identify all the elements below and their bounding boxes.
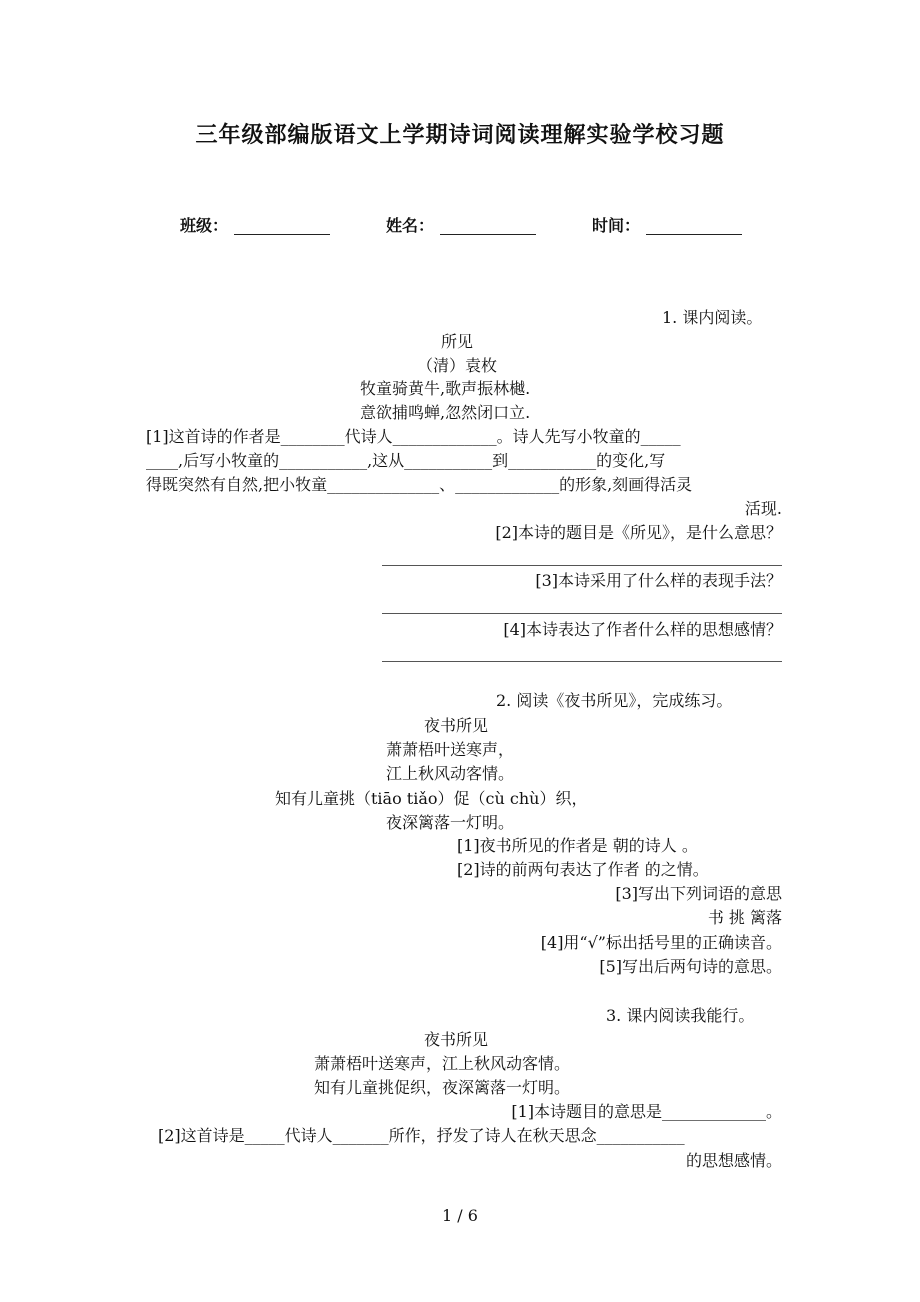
time-blank[interactable] — [646, 234, 742, 235]
q2-heading: 2. 阅读《夜书所见》，完成练习。 — [496, 691, 733, 710]
q1-sub3-question: [3]本诗采用了什么样的表现手法？ — [535, 571, 782, 590]
class-label: 班级： — [180, 216, 229, 235]
answer-line[interactable] — [382, 613, 782, 614]
q1-poem-title: 所见 — [441, 332, 474, 351]
class-blank[interactable] — [234, 234, 330, 235]
q1-poem-line: 意欲捕鸣蝉,忽然闭口立. — [360, 403, 531, 422]
q3-heading: 3. 课内阅读我能行。 — [606, 1006, 755, 1025]
q2-sub3-question: [3]写出下列词语的意思 — [615, 884, 782, 903]
name-label: 姓名： — [386, 216, 435, 235]
q1-sub1-text: 活现. — [744, 499, 782, 518]
page-title: 三年级部编版语文上学期诗词阅读理解实验学校习题 — [195, 122, 725, 148]
q2-poem-line: 江上秋风动客情。 — [386, 764, 515, 783]
q2-poem-title: 夜书所见 — [424, 716, 489, 735]
q3-poem-line: 萧萧梧叶送寒声，江上秋风动客情。 — [314, 1054, 571, 1073]
q3-poem-title: 夜书所见 — [424, 1030, 489, 1049]
q1-sub1-text: ____,后写小牧童的___________,这从___________到___________的变化,写 — [146, 451, 666, 470]
page-number: 1 / 6 — [442, 1206, 478, 1225]
q2-poem-line: 萧萧梧叶送寒声， — [386, 740, 515, 759]
q2-sub4-question: [4]用“√”标出括号里的正确读音。 — [540, 933, 782, 952]
q1-sub1-text: [1]这首诗的作者是________代诗人_____________。诗人先写小牧童的_____ — [146, 427, 681, 446]
q1-heading: 1. 课内阅读。 — [662, 308, 763, 327]
answer-line[interactable] — [382, 661, 782, 662]
q3-poem-line: 知有儿童挑促织，夜深篱落一灯明。 — [314, 1078, 571, 1097]
q1-sub1-text: 得既突然有自然,把小牧童______________、_____________的形象,刻画得活灵 — [146, 475, 693, 494]
q3-sub1-question: [1]本诗题目的意思是_____________。 — [511, 1102, 782, 1121]
q2-words-list: 书 挑 篱落 — [707, 908, 782, 927]
q3-sub2-question: [2]这首诗是_____代诗人_______所作，抒发了诗人在秋天思念___________ — [158, 1126, 685, 1145]
q1-poem-line: 牧童骑黄牛,歌声振林樾. — [360, 379, 531, 398]
name-blank[interactable] — [440, 234, 536, 235]
q1-sub4-question: [4]本诗表达了作者什么样的思想感情？ — [503, 620, 782, 639]
q2-poem-line: 知有儿童挑（tiāo tiǎo）促（cù chù）织， — [275, 789, 588, 808]
time-label: 时间： — [592, 216, 641, 235]
q1-poem-author: （清）袁枚 — [417, 356, 498, 375]
q3-sub2-question: 的思想感情。 — [685, 1151, 782, 1170]
q2-sub5-question: [5]写出后两句诗的意思。 — [599, 957, 782, 976]
q2-sub1-question: [1]夜书所见的作者是 朝的诗人 。 — [457, 836, 698, 855]
q2-sub2-question: [2]诗的前两句表达了作者 的之情。 — [457, 860, 709, 879]
answer-line[interactable] — [382, 565, 782, 566]
q1-sub2-question: [2]本诗的题目是《所见》，是什么意思？ — [495, 523, 782, 542]
q2-poem-line: 夜深篱落一灯明。 — [386, 813, 515, 832]
